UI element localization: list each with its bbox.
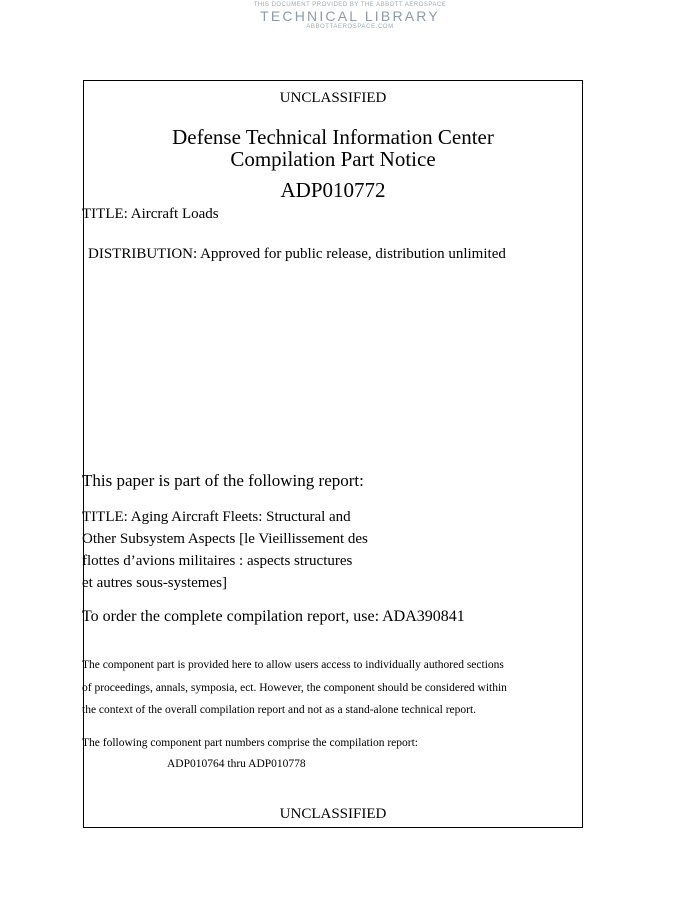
document-id: ADP010772 <box>280 178 386 202</box>
watermark-url: ABBOTTAEROSPACE.COM <box>306 24 394 30</box>
notice-line: of proceedings, annals, symposia, ect. However, the component should be considered within <box>82 681 507 694</box>
distribution-statement: DISTRIBUTION: Approved for public release, distribution unlimited <box>88 246 506 262</box>
report-title-line: Other Subsystem Aspects [le Vieillissement des <box>82 531 368 547</box>
watermark-technical-library: TECHNICAL LIBRARY <box>260 8 440 24</box>
order-instructions: To order the complete compilation report, use: ADA390841 <box>82 608 465 625</box>
dtic-title-line1: Defense Technical Information Center <box>172 125 494 149</box>
watermark-provided-by: THIS DOCUMENT PROVIDED BY THE ABBOTT AEROSPACE <box>253 2 447 8</box>
dtic-title-line2: Compilation Part Notice <box>230 147 436 171</box>
component-title: TITLE: Aircraft Loads <box>82 206 219 222</box>
notice-line: The component part is provided here to allow users access to individually authored sections <box>82 659 504 671</box>
report-title <box>82 506 368 594</box>
report-title-line: TITLE: Aging Aircraft Fleets: Structural and <box>82 509 351 525</box>
component-notice <box>82 654 507 722</box>
report-title-line: et autres sous-systemes] <box>82 575 227 591</box>
notice-line: the context of the overall compilation report and not as a stand-alone technical report. <box>82 704 477 716</box>
footer-classification: UNCLASSIFIED <box>279 806 387 822</box>
header-classification: UNCLASSIFIED <box>279 90 387 106</box>
report-intro: This paper is part of the following report: <box>82 471 364 490</box>
abbott-watermark <box>230 2 470 30</box>
report-title-line: flottes d’avions militaires : aspects structures <box>82 553 353 569</box>
parts-intro: The following component part numbers comprise the compilation report: <box>82 737 418 749</box>
parts-range: ADP010764 thru ADP010778 <box>167 758 306 770</box>
